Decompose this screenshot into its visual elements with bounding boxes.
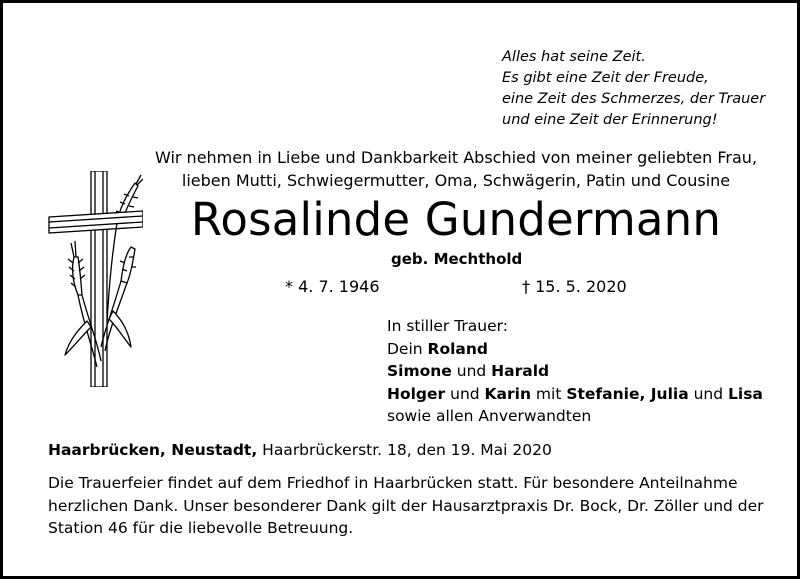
birth-date: * 4. 7. 1946 <box>285 277 380 296</box>
deceased-name: Rosalinde Gundermann <box>190 193 722 246</box>
place-name: Haarbrücken, Neustadt, <box>48 441 258 459</box>
poem <box>502 47 765 131</box>
service-text: Die Trauerfeier findet auf dem Friedhof in Haarbrücken statt. Für besondere Anteilnahme herzlichen Dank. Unser besonderer Dank gilt der Hausarztpraxis Dr. Bock, Dr. Zöller und der Station 46 für die liebevolle Betreuung. <box>48 474 764 537</box>
maiden-name: geb. Mechthold <box>391 250 523 268</box>
death-date: † 15. 5. 2020 <box>522 277 627 296</box>
mourners-heading: In stiller Trauer: <box>387 317 508 335</box>
address-date: Haarbrückerstr. 18, den 19. Mai 2020 <box>257 441 552 459</box>
mourners-text: Dein <box>387 339 428 358</box>
mourner-name: Lisa <box>728 384 763 403</box>
mourners-text: und <box>445 384 485 403</box>
mourners-line <box>387 383 763 406</box>
mourner-name: Karin <box>484 384 531 403</box>
mourners-line <box>387 338 763 361</box>
poem-line: Alles hat seine Zeit. <box>502 49 646 65</box>
mourners-text: und <box>688 384 729 403</box>
poem-line: und eine Zeit der Erinnerung! <box>502 112 718 128</box>
mourners-block <box>387 315 763 428</box>
mourner-name: Stefanie, Julia <box>566 384 689 403</box>
mourners-line: sowie allen Anverwandten <box>387 407 592 425</box>
mourners-text: mit <box>531 384 567 403</box>
mourners-text: und <box>451 362 492 380</box>
mourner-name: Holger <box>387 384 446 403</box>
mourner-name: Simone <box>387 362 452 380</box>
mourner-name: Harald <box>491 362 550 380</box>
intro-line: lieben Mutti, Schwiegermutter, Oma, Schwägerin, Patin und Cousine <box>181 171 731 190</box>
poem-line: Es gibt eine Zeit der Freude, <box>502 70 709 86</box>
mourners-line <box>387 360 763 383</box>
mourner-name: Roland <box>427 339 489 358</box>
poem-line: eine Zeit des Schmerzes, der Trauer <box>502 91 766 107</box>
intro-line: Wir nehmen in Liebe und Dankbarkeit Abschied von meiner geliebten Frau, <box>154 148 758 167</box>
place-and-date <box>48 439 552 461</box>
